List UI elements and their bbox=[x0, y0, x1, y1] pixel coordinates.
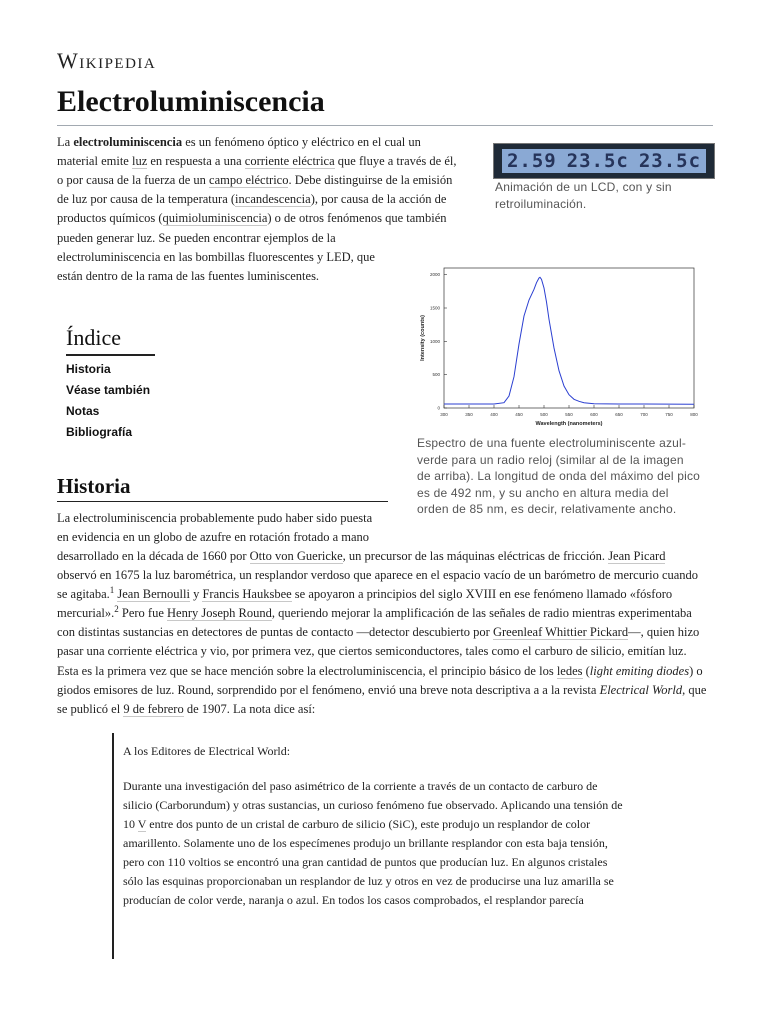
caption-line: Espectro de una fuente electroluminiscente azul- bbox=[417, 436, 687, 450]
intro-line: La electroluminiscencia es un fenómeno óptico y eléctrico en el cual un bbox=[57, 135, 421, 149]
historia-line: con distintas sustancias en detectores de puntas de contacto —detector descubierto por Greenleaf Whittier Pickard—, quien hizo bbox=[57, 625, 700, 640]
series-line-spectrum bbox=[444, 277, 694, 404]
historia-line: se agitaba.$^1$ Jean Bernoulli y Francis Hauksbee se apoyaron a principios del siglo XVIII en ese fenómeno llamado «fósforo bbox=[57, 585, 673, 602]
title-divider bbox=[57, 125, 713, 126]
x-tick-label: 350 bbox=[465, 412, 473, 417]
intro-paragraph bbox=[57, 133, 467, 228]
quote-line: silicio (Carborundum) y otras sustancias, un curioso fenómeno fue observado. Aplicando una tensión de bbox=[123, 798, 623, 812]
toc-divider bbox=[66, 354, 155, 356]
intro-line: productos químicos (quimioluminiscencia) o de otros fenómenos que también bbox=[57, 211, 447, 226]
x-tick-label: 300 bbox=[440, 412, 448, 417]
wikipedia-logo[interactable]: Wikipedia bbox=[57, 48, 157, 73]
link-luz[interactable]: luz bbox=[131, 154, 148, 169]
y-tick-label: 0 bbox=[437, 405, 440, 411]
lcd-animation-image[interactable] bbox=[493, 143, 715, 179]
lcd-reading: 2.59 bbox=[506, 150, 557, 172]
caption-line: retroiluminación. bbox=[495, 196, 587, 211]
link-9-de-febrero[interactable]: 9 de febrero bbox=[123, 701, 184, 716]
historia-line: La electroluminiscencia probablemente pudo haber sido puesta bbox=[57, 511, 373, 525]
historia-line: pasar una corriente eléctrica y vio, por primera vez, que ciertos semiconductores, tales como el carburo de silicio, emitían luz. bbox=[57, 644, 687, 659]
toc-title: Índice bbox=[66, 325, 121, 350]
quote-salutation: A los Editores de Electrical World: bbox=[123, 744, 291, 758]
quote-line: pero con 110 voltios se encontró una gran cantidad de puntos que producían luz. En algunos cristales bbox=[123, 855, 608, 869]
intro-paragraph-cont bbox=[57, 229, 388, 286]
blockquote-bar bbox=[112, 733, 114, 959]
x-tick-label: 700 bbox=[640, 412, 648, 417]
x-tick-label: 550 bbox=[565, 412, 573, 417]
x-tick-label: 600 bbox=[590, 412, 598, 417]
historia-paragraph bbox=[57, 547, 713, 719]
toc-item-vease-tambien[interactable]: Véase también bbox=[66, 383, 151, 397]
historia-paragraph-top bbox=[57, 509, 388, 547]
link-voltio[interactable]: V bbox=[137, 817, 147, 831]
y-tick-label: 1500 bbox=[429, 305, 440, 311]
toc-item-historia[interactable]: Historia bbox=[66, 362, 111, 376]
intro-line: electroluminiscencia en las bombillas fluorescentes y LED, que bbox=[57, 250, 375, 265]
spectrum-chart[interactable] bbox=[410, 258, 710, 428]
y-tick-label: 1000 bbox=[429, 338, 440, 344]
link-greenleaf-whittier-pickard[interactable]: Greenleaf Whittier Pickard bbox=[492, 625, 629, 640]
link-otto-von-guericke[interactable]: Otto von Guericke bbox=[249, 549, 343, 563]
blockquote bbox=[123, 742, 646, 910]
historia-line: en evidencia en un globo de azufre en rotación frotado a mano bbox=[57, 530, 370, 545]
section-heading-historia: Historia bbox=[57, 474, 131, 498]
link-jean-picard[interactable]: Jean Picard bbox=[608, 549, 666, 563]
caption-line: verde para un radio reloj (similar al de la imagen bbox=[417, 452, 684, 467]
x-tick-label: 400 bbox=[490, 412, 498, 417]
intro-line: pueden generar luz. Se pueden encontrar ejemplos de la bbox=[57, 231, 336, 245]
citation-1[interactable]: 1 bbox=[109, 585, 115, 596]
caption-line: orden de 85 nm, es decir, relativamente ancho. bbox=[417, 502, 677, 517]
link-henry-joseph-round[interactable]: Henry Joseph Round bbox=[167, 606, 272, 621]
link-corriente-electrica[interactable]: corriente eléctrica bbox=[244, 154, 335, 169]
intro-line: de luz por causa de la temperatura (incandescencia), por causa de la acción de bbox=[57, 192, 447, 207]
caption-line: de arriba). La longitud de onda del máximo del pico bbox=[417, 469, 701, 484]
historia-line: se publicó el 9 de febrero de 1907. La nota dice así: bbox=[57, 701, 316, 716]
lcd-caption bbox=[495, 179, 715, 212]
caption-line: Animación de un LCD, con y sin bbox=[495, 180, 672, 194]
x-tick-label: 450 bbox=[515, 412, 523, 417]
link-quimioluminiscencia[interactable]: quimioluminiscencia bbox=[162, 211, 268, 226]
quote-line: sólo las esquinas proporcionaban un resplandor de luz y otros en vez de producirse una luz amarilla se bbox=[123, 874, 614, 888]
y-tick-label: 2000 bbox=[429, 272, 440, 278]
bold-term: electroluminiscencia bbox=[73, 135, 183, 149]
historia-line: desarrollado en la década de 1660 por Otto von Guericke, un precursor de las máquinas eléctricas de fricción. Jean Picard bbox=[57, 549, 666, 563]
historia-line: mercurial».$^2$ Pero fue Henry Joseph Round, queriendo mejorar la amplificación de las señales de radio mientras experimentaba bbox=[57, 604, 692, 621]
spectrum-caption bbox=[417, 435, 717, 518]
quote-line: 10 V entre dos punto de un cristal de carburo de silicio (SiC), este produjo un resplandor de color bbox=[123, 817, 591, 831]
citation-2[interactable]: 2 bbox=[114, 604, 119, 615]
y-axis-label: Intensity (counts) bbox=[420, 315, 426, 361]
x-tick-label: 500 bbox=[540, 412, 548, 417]
historia-line: giodos emisores de luz. Round, sorprendido por el fenómeno, envió una breve nota descriptiva a a la revista Electrical World, que bbox=[57, 682, 707, 697]
link-francis-hauksbee[interactable]: Francis Hauksbee bbox=[202, 587, 292, 602]
x-tick-label: 800 bbox=[690, 412, 698, 417]
link-campo-electrico[interactable]: campo eléctrico bbox=[209, 173, 289, 188]
page-title: Electroluminiscencia bbox=[57, 85, 325, 118]
plot-frame bbox=[444, 268, 694, 408]
link-ledes[interactable]: ledes bbox=[556, 663, 583, 678]
quote-line: amarillento. Solamente uno de los especímenes produjo un brillante resplandor con esta baja tensión, bbox=[123, 836, 608, 850]
historia-line: observó en 1675 la luz barométrica, un resplandor verdoso que aparece en el espacio vacío de un barómetro de mercurio cuando bbox=[57, 568, 699, 583]
lcd-reading: 23.5c bbox=[566, 150, 629, 172]
y-tick-label: 500 bbox=[432, 372, 440, 378]
intro-line: están dentro de la rama de las fuentes luminiscentes. bbox=[57, 269, 320, 284]
toc-item-bibliografia[interactable]: Bibliografía bbox=[66, 425, 133, 439]
x-axis-label: Wavelength (nanometers) bbox=[535, 421, 603, 427]
link-jean-bernoulli[interactable]: Jean Bernoulli bbox=[117, 587, 190, 602]
link-incandescencia[interactable]: incandescencia bbox=[235, 192, 311, 207]
historia-line: Esta es la primera vez que se hace mención sobre la electroluminiscencia, el principio básico de los ledes (light emiting diodes) o bbox=[57, 663, 703, 678]
caption-line: es de 492 nm, y su ancho en altura media del bbox=[417, 485, 669, 500]
quote-line: producían de color verde, naranja o azul. En todos los casos comprobados, el resplandor parecía bbox=[123, 893, 584, 907]
toc-item-notas[interactable]: Notas bbox=[66, 404, 100, 418]
x-tick-label: 650 bbox=[615, 412, 623, 417]
quote-line: Durante una investigación del paso asimétrico de la corriente a través de un contacto de carburo de bbox=[123, 779, 598, 793]
intro-line: material emite luz en respuesta a una corriente eléctrica que fluye a través de él, bbox=[57, 154, 457, 169]
section-divider bbox=[57, 501, 388, 502]
intro-line: o por causa de la fuerza de un campo eléctrico. Debe distinguirse de la emisión bbox=[57, 173, 453, 188]
x-tick-label: 750 bbox=[665, 412, 673, 417]
lcd-reading: 23.5c bbox=[638, 150, 702, 172]
